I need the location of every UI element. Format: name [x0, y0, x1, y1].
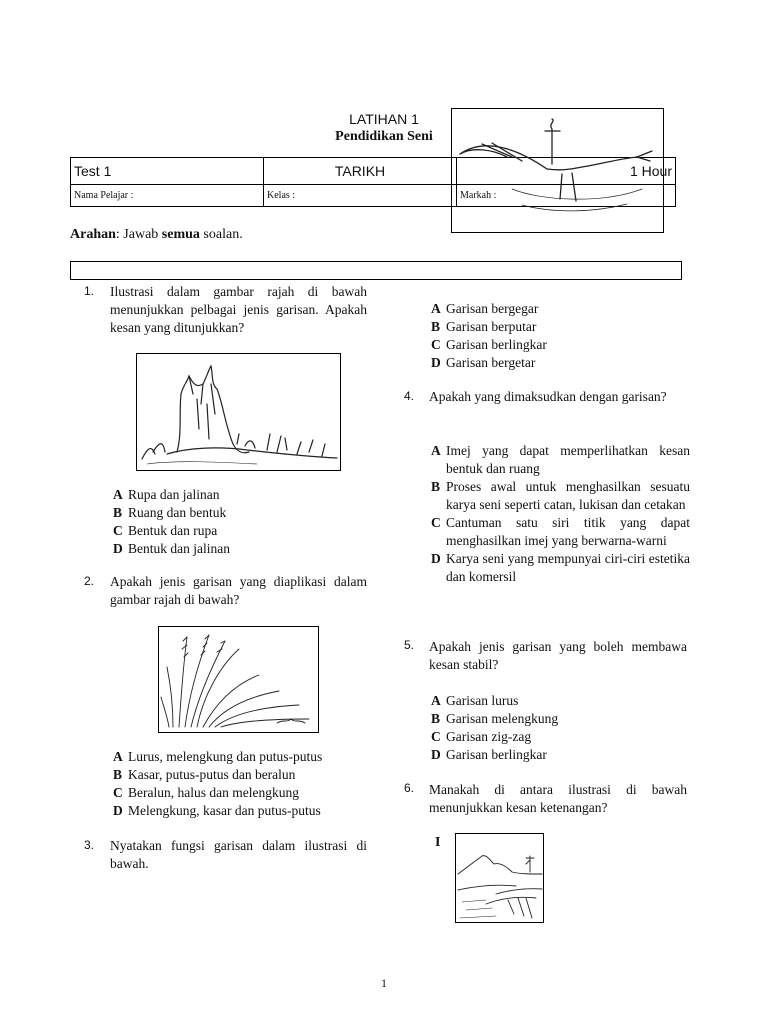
q3-options — [431, 300, 691, 372]
q2-option-c[interactable]: C Beralun, halus dan melengkung — [113, 785, 299, 800]
q5-option-c[interactable]: C Garisan zig-zag — [431, 729, 532, 744]
q3-option-a[interactable]: A Garisan bergegar — [431, 301, 539, 316]
q1-option-c[interactable]: C Bentuk dan rupa — [113, 523, 218, 538]
q5-number: 5. — [404, 638, 415, 652]
student-name-cell: Nama Pelajar : — [71, 185, 264, 207]
q6-sub-label: I — [435, 835, 441, 850]
q1-options — [113, 486, 373, 558]
q1-option-a[interactable]: A Rupa dan jalinan — [113, 487, 220, 502]
instruction-label: Arahan — [70, 227, 116, 242]
exam-subject: Pendidikan Seni — [335, 129, 433, 144]
q2-options — [113, 748, 373, 820]
q5-option-a[interactable]: A Garisan lurus — [431, 693, 519, 708]
q2-number: 2. — [84, 574, 95, 588]
instruction: Arahan: Jawab semua soalan. — [70, 227, 243, 242]
q2-option-a[interactable]: A Lurus, melengkung dan putus-putus — [113, 749, 323, 764]
q4-number: 4. — [404, 389, 415, 403]
q1-option-b[interactable]: B Ruang dan bentuk — [113, 505, 227, 520]
section-bar — [70, 261, 682, 280]
q3-text: Nyatakan fungsi garisan dalam ilustrasi di bawah. — [110, 838, 367, 871]
class-cell: Kelas : — [264, 185, 457, 207]
q6-number: 6. — [404, 781, 415, 795]
q4-option-a[interactable]: A Imej yang dapat memperlihatkan kesan bentuk dan ruang — [431, 443, 690, 476]
q2-text: Apakah jenis garisan yang diaplikasi dalam gambar rajah di bawah? — [110, 574, 367, 607]
q5-option-d[interactable]: D Garisan berlingkar — [431, 747, 547, 762]
q5-text: Apakah jenis garisan yang boleh membawa kesan stabil? — [429, 639, 687, 672]
q6-text: Manakah di antara ilustrasi di bawah menunjukkan kesan ketenangan? — [429, 782, 687, 815]
q1-number: 1. — [84, 284, 95, 298]
heron-illustration — [451, 108, 664, 233]
q3-option-b[interactable]: B Garisan berputar — [431, 319, 537, 334]
q1-option-d[interactable]: D Bentuk dan jalinan — [113, 541, 230, 556]
q4-option-d[interactable]: D Karya seni yang mempunyai ciri-ciri estetika dan komersil — [431, 551, 690, 584]
q5-option-b[interactable]: B Garisan melengkung — [431, 711, 559, 726]
date-cell: TARIKH — [264, 158, 457, 185]
instruction-emphasis: semua — [161, 227, 200, 242]
page-number: 1 — [381, 976, 387, 990]
exam-title: LATIHAN 1 — [349, 111, 419, 127]
test-cell: Test 1 — [71, 158, 264, 185]
q4-option-b[interactable]: B Proses awal untuk menghasilkan sesuatu karya seni seperti catan, lukisan dan cetakan — [431, 479, 690, 512]
q2-option-d[interactable]: D Melengkung, kasar dan putus-putus — [113, 803, 321, 818]
q1-text: Ilustrasi dalam gambar rajah di bawah menunjukkan pelbagai jenis garisan. Apakah kesan yang ditunjukkan? — [110, 284, 367, 335]
q4-options — [431, 442, 690, 586]
q4-text: Apakah yang dimaksudkan dengan garisan? — [429, 389, 667, 404]
q3-option-d[interactable]: D Garisan bergetar — [431, 355, 536, 370]
q3-option-c[interactable]: C Garisan berlingkar — [431, 337, 547, 352]
q6-landscape-illustration — [455, 833, 544, 923]
q3-number: 3. — [84, 838, 95, 852]
q2-option-b[interactable]: B Kasar, putus-putus dan beralun — [113, 767, 296, 782]
q4-option-c[interactable]: C Cantuman satu siri titik yang dapat menghasilkan imej yang berwarna-warni — [431, 515, 690, 548]
duration-cell: 1 Hour — [457, 158, 676, 185]
q2-grass-illustration — [158, 626, 319, 733]
marks-cell: Markah : — [457, 185, 676, 207]
q5-options — [431, 692, 691, 764]
q1-stump-illustration — [136, 353, 341, 471]
